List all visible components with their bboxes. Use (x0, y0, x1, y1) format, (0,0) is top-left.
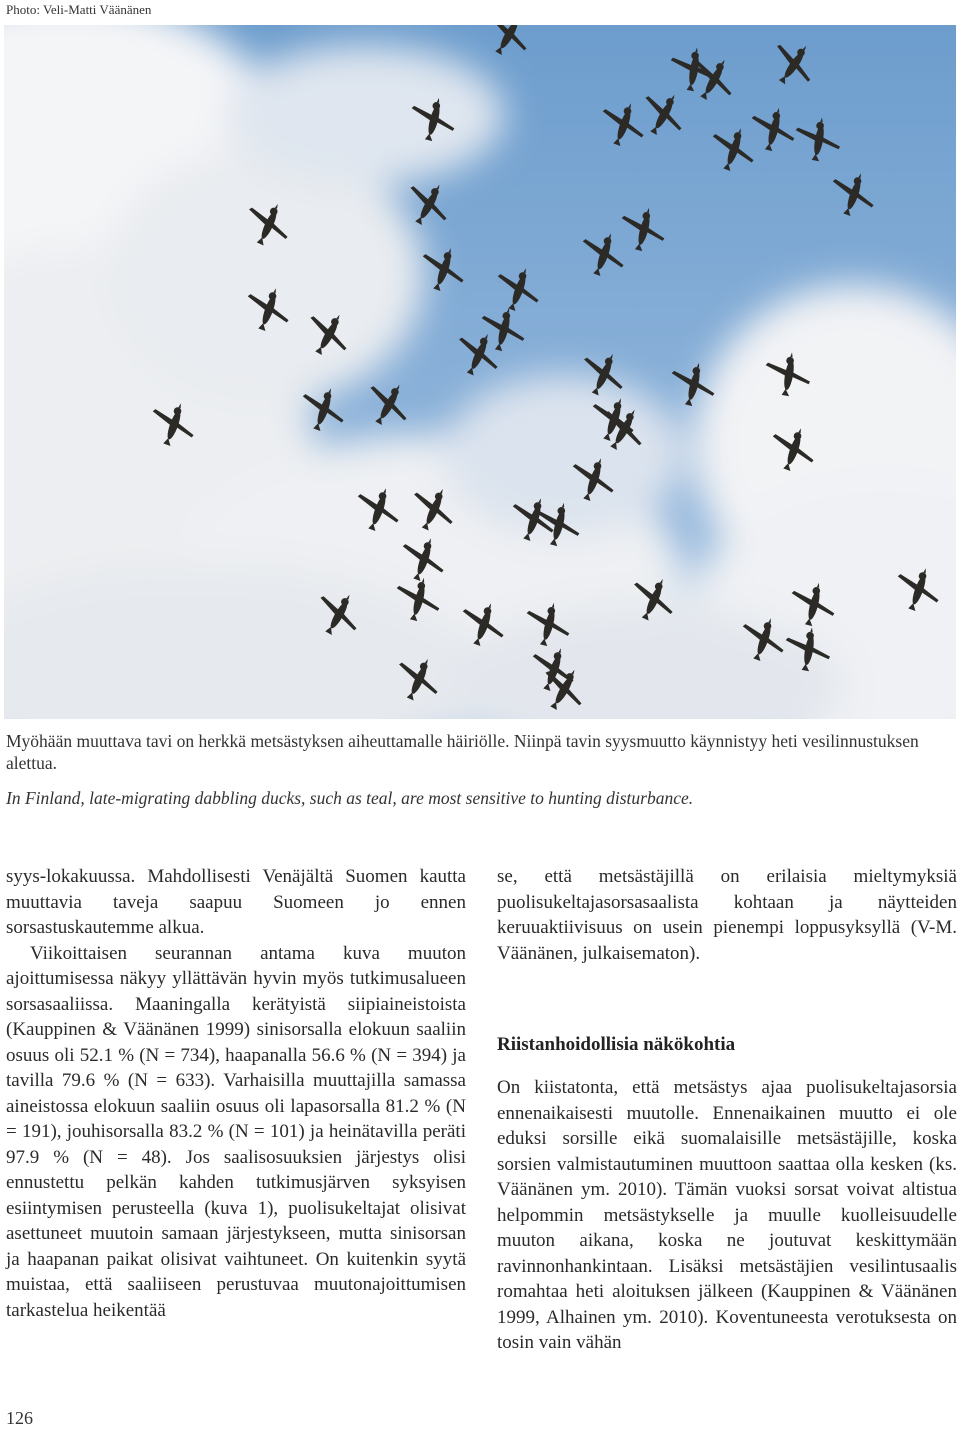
right-column (497, 864, 957, 966)
left-paragraph-1: syys-lokakuussa. Mahdollisesti Venäjältä Suomen kautta muuttavia taveja saapuu Suomeen jo ennen sorsastuskautemme alkua. (6, 866, 466, 938)
section-heading: Riistanhoidollisia näkökohtia (497, 1034, 736, 1055)
page-number: 126 (6, 1408, 33, 1428)
caption-english: In Finland, late-migrating dabbling ducks, such as teal, are most sensitive to hunting disturbance. (6, 788, 694, 808)
right-column-lower (497, 1075, 957, 1356)
photo-credit: Photo: Veli-Matti Väänänen (6, 2, 152, 17)
section-heading-wrap (497, 1034, 957, 1056)
caption-finnish: Myöhään muuttava tavi on herkkä metsästyksen aiheuttamalle häiriölle. Niinpä tavin syysmuutto käynnistyy heti vesilinnustuksen alettua. (6, 731, 919, 773)
left-column (6, 864, 466, 1323)
left-paragraph-2: Viikoittaisen seurannan antama kuva muuton ajoittumisessa näkyy yllättävän hyvin myös tutkimusalueen sorsasaaliissa. Maaningalla kerätyistä siipiaineistoista (Kauppinen & Väänänen 1999) sinisorsalla elokuun saaliin osuus oli 52.1 % (N = 734), haapanalla 56.6 % (N = 394) ja tavilla 79.6 % (N = 633). Varhaisilla muuttajilla samassa aineistossa elokuun saaliin osuus oli lapasorsalla 81.2 % (N = 191), jouhisorsalla 83.2 % (N = 101) ja heinätavilla peräti 97.9 % (N = 48). Jos saalisosuuksien järjestys olisi ennustettu pelkän kahden tutkimusjärven syksyisen esiintymisen perusteella (kuva 1), puolisukeltajat olisivat asettuneet muutoin samaan järjestykseen, mutta sinisorsan ja haapanan paikat olisivat vaihtuneet. On kuitenkin syytä muistaa, että saaliiseen perustuvaa muutonajoittumisen tarkastelua heikentää (6, 942, 466, 1321)
right-paragraph-2: On kiistatonta, että metsästys ajaa puolisukeltajasorsia ennenaikaisesti muutolle. Ennenaikainen muutto ei ole eduksi sorsille eikä suomalaisille metsästäjille, koska sorsien valmistautuminen muuttoon saattaa olla kesken (ks. Väänänen ym. 2010). Tämän vuoksi sorsat voivat altistua helpommin metsästykselle ja muulle kuolleisuudelle muuton aikana, koska ne joutuvat keskittymään ravinnonhankintaan. Lisäksi metsästäjien vesilintusaalis romahtaa heti aloituksen jälkeen (Kauppinen & Väänänen 1999, Alhainen ym. 2010). Koventuneesta verotuksesta on tosin vain vähän (497, 1077, 957, 1353)
right-paragraph-1: se, että metsästäjillä on erilaisia mieltymyksiä puolisukeltajasorsasaalista kohtaan ja näytteiden keruuaktiivisuus on usein pienempi loppusyksyllä (V-M. Väänänen, julkaisematon). (497, 866, 957, 964)
duck-flock-photo (4, 25, 956, 719)
